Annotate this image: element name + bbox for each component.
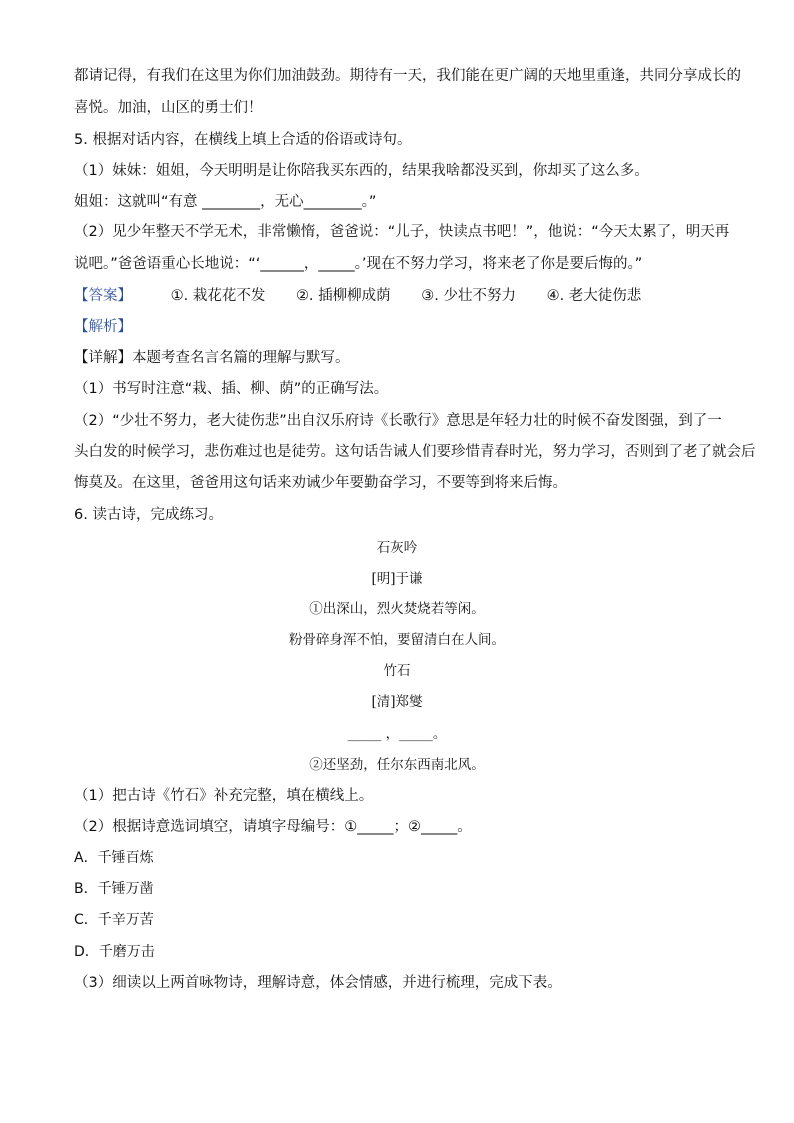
poem-2-title: 竹石 (383, 663, 411, 679)
q5-dialog-1: （1）妹妹：姐姐，今天明明是让你陪我买东西的，结果我啥都没买到，你却买了这么多。 (74, 163, 649, 179)
poem-2-line-1: _____ ，_____。 (347, 726, 447, 742)
poem-1-line-2: 粉骨碎身浑不怕，要留清白在人间。 (289, 632, 505, 648)
answer-tag: 【答案】 (74, 288, 132, 304)
option-c: C．千辛万苦 (74, 912, 154, 928)
intro-line-2: 喜悦。加油，山区的勇士们！ (74, 100, 263, 116)
answer-item: ③. 少壮不努力 (421, 288, 516, 304)
q5-dialog-3: （2）见少年整天不学无术，非常懒惰，爸爸说：“儿子，快读点书吧！”，他说：“今天太累了，明天再 (74, 224, 730, 240)
question-6-title: 6. 读古诗，完成练习。 (74, 507, 223, 523)
poem-2-author: [清]郑燮 (371, 694, 423, 710)
option-b: B．千锤万凿 (74, 881, 154, 897)
q6-sub-1: （1）把古诗《竹石》补充完整，填在横线上。 (74, 788, 374, 804)
q6-sub-3: （3）细读以上两首咏物诗，理解诗意，体会情感，并进行梳理，完成下表。 (74, 975, 562, 991)
poem-2-line-2: ②还坚劲，任尔东西南北风。 (309, 757, 485, 773)
intro-line-1: 都请记得，有我们在这里为你们加油鼓劲。期待有一天，我们能在更广阔的天地里重逢，共同分享成长的 (74, 68, 741, 84)
answer-item: ④. 老大徒伤悲 (546, 288, 642, 304)
detail-2b: 头白发的时候学习，悲伤难过也是徒劳。这句话告诫人们要珍惜青春时光，努力学习，否则到了老了就会后 (74, 444, 756, 460)
poem-1-line-1: ①出深山，烈火焚烧若等闲。 (309, 601, 485, 617)
poem-1-title: 石灰吟 (376, 540, 418, 556)
q5-dialog-2: 姐姐：这就叫“有意 ________，无心________。” (74, 194, 377, 210)
answer-item: ①. 栽花花不发 (170, 288, 266, 304)
option-d: D．千磨万击 (74, 944, 155, 960)
analysis-label: 【解析】 (74, 319, 132, 335)
analysis-tag (74, 317, 166, 337)
question-5-title: 5. 根据对话内容，在横线上填上合适的俗语或诗句。 (74, 132, 412, 148)
detail-2a: （2）“少壮不努力，老大徒伤悲”出自汉乐府诗《长歌行》意思是年轻力壮的时候不奋发图强，到了一 (74, 413, 722, 429)
poem-1-author: [明]于谦 (371, 571, 423, 587)
detail-line: 【详解】本题考查名言名篇的理解与默写。 (74, 350, 350, 366)
detail-2c: 悔莫及。在这里，爸爸用这句话来劝诫少年要勤奋学习，不要等到将来后悔。 (74, 475, 567, 491)
q5-dialog-4: 说吧。”爸爸语重心长地说：“‘______，_____。’现在不努力学习，将来老了你是要后悔的。” (74, 256, 643, 272)
answer-row (74, 286, 667, 306)
q6-sub-2: （2）根据诗意选词填空，请填字母编号：①_____；②_____。 (74, 819, 472, 835)
option-a: A．千锤百炼 (74, 850, 154, 866)
answer-item: ②. 插柳柳成荫 (295, 288, 391, 304)
detail-1: （1）书写时注意“栽、插、柳、荫”的正确写法。 (74, 381, 389, 397)
